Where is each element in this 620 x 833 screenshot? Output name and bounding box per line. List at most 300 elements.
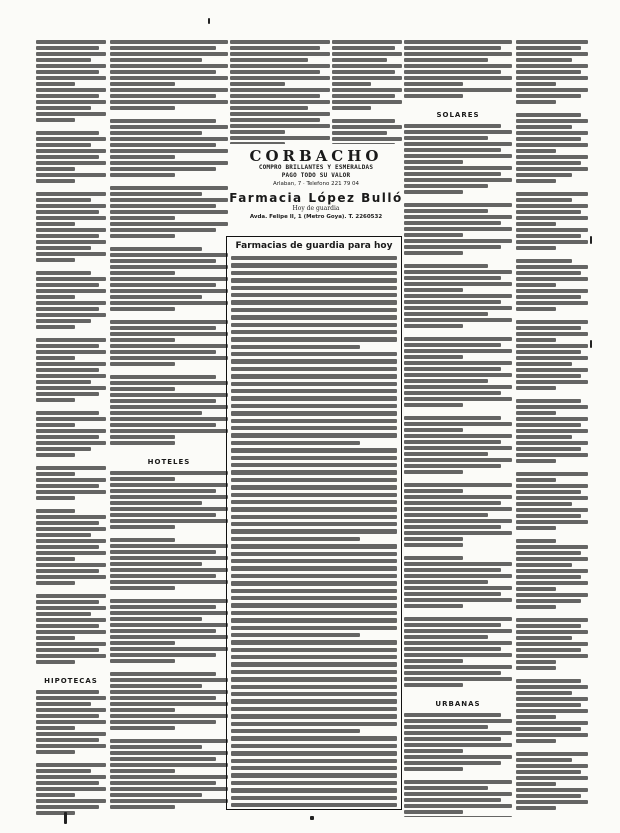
text-line bbox=[110, 198, 228, 202]
block-gap bbox=[516, 313, 588, 318]
text-line bbox=[404, 731, 512, 735]
text-line bbox=[404, 367, 501, 371]
text-line bbox=[36, 696, 106, 700]
text-line bbox=[404, 574, 512, 578]
text-line bbox=[36, 690, 99, 694]
text-line bbox=[36, 569, 99, 573]
text-line bbox=[516, 204, 588, 208]
text-line bbox=[36, 521, 99, 525]
pharmacy-line bbox=[231, 699, 397, 703]
text-line bbox=[404, 671, 501, 675]
text-line bbox=[230, 130, 285, 134]
text-line bbox=[230, 40, 330, 44]
text-line bbox=[110, 332, 228, 336]
text-line bbox=[516, 368, 588, 372]
text-line bbox=[110, 192, 202, 196]
pharmacy-line bbox=[231, 419, 397, 423]
text-line bbox=[230, 118, 320, 122]
block-gap bbox=[516, 611, 588, 616]
text-line bbox=[110, 672, 216, 676]
section-heading-hipotecas: HIPOTECAS bbox=[44, 677, 98, 685]
text-line bbox=[404, 397, 512, 401]
text-line bbox=[36, 143, 91, 147]
corbacho-subtitle-2: PAGO TODO SU VALOR bbox=[281, 172, 351, 179]
text-line bbox=[36, 228, 106, 232]
text-line bbox=[516, 399, 581, 403]
text-line bbox=[110, 641, 175, 645]
classified-lines bbox=[404, 40, 512, 817]
text-line bbox=[404, 737, 501, 741]
text-line bbox=[516, 167, 588, 171]
text-line bbox=[404, 483, 512, 487]
text-line bbox=[110, 222, 228, 226]
text-line bbox=[36, 70, 99, 74]
text-line bbox=[36, 222, 75, 226]
text-line bbox=[36, 441, 106, 445]
text-line bbox=[404, 64, 512, 68]
text-line bbox=[36, 301, 106, 305]
classified-lines bbox=[332, 40, 402, 144]
text-line bbox=[516, 502, 572, 506]
text-line bbox=[110, 562, 202, 566]
text-line bbox=[516, 240, 588, 244]
text-line bbox=[110, 88, 228, 92]
block-gap bbox=[404, 773, 512, 778]
text-line bbox=[516, 593, 588, 597]
text-line bbox=[110, 659, 175, 663]
text-line bbox=[516, 40, 588, 44]
text-line bbox=[516, 630, 588, 634]
text-line bbox=[516, 605, 556, 609]
text-line bbox=[404, 749, 463, 753]
text-line bbox=[404, 428, 463, 432]
text-line bbox=[516, 557, 588, 561]
text-line bbox=[404, 355, 463, 359]
text-line bbox=[516, 806, 556, 810]
text-line bbox=[110, 714, 228, 718]
text-line bbox=[516, 758, 572, 762]
text-line bbox=[110, 586, 175, 590]
text-line bbox=[332, 100, 402, 104]
pharmacy-line bbox=[231, 633, 360, 637]
pharmacy-line bbox=[231, 626, 397, 630]
text-line bbox=[404, 816, 512, 817]
text-line bbox=[36, 600, 99, 604]
text-line bbox=[404, 343, 501, 347]
text-line bbox=[110, 599, 228, 603]
text-line bbox=[516, 642, 588, 646]
text-line bbox=[404, 215, 512, 219]
block-gap bbox=[110, 592, 228, 597]
classified-lines bbox=[36, 40, 106, 817]
text-line bbox=[332, 88, 402, 92]
text-line bbox=[110, 489, 216, 493]
text-line bbox=[36, 606, 106, 610]
text-line bbox=[404, 617, 512, 621]
text-line bbox=[110, 550, 216, 554]
text-line bbox=[516, 764, 588, 768]
text-line bbox=[332, 58, 387, 62]
text-line bbox=[404, 306, 512, 310]
text-line bbox=[36, 702, 91, 706]
text-line bbox=[404, 513, 488, 517]
pharmacy-line bbox=[231, 396, 397, 400]
text-line bbox=[110, 46, 216, 50]
pharmacy-line bbox=[231, 263, 397, 267]
text-line bbox=[36, 283, 99, 287]
pharmacy-line bbox=[231, 722, 397, 726]
text-line bbox=[404, 446, 512, 450]
text-line bbox=[110, 696, 216, 700]
pharmacy-line bbox=[231, 337, 397, 341]
text-line bbox=[110, 64, 228, 68]
text-line bbox=[516, 216, 588, 220]
text-line bbox=[110, 234, 175, 238]
text-line bbox=[110, 519, 228, 523]
text-line bbox=[110, 161, 228, 165]
text-line bbox=[404, 70, 501, 74]
text-line bbox=[110, 362, 175, 366]
text-line bbox=[36, 594, 106, 598]
text-line bbox=[36, 179, 75, 183]
text-line bbox=[516, 131, 588, 135]
pharmacy-line bbox=[231, 803, 397, 807]
text-line bbox=[404, 361, 512, 365]
pharmacy-line bbox=[231, 751, 397, 755]
text-line bbox=[516, 782, 556, 786]
text-line bbox=[332, 46, 395, 50]
text-line bbox=[36, 167, 75, 171]
text-line bbox=[516, 654, 588, 658]
pharmacy-line bbox=[231, 382, 397, 386]
text-line bbox=[404, 804, 512, 808]
block-gap bbox=[110, 447, 228, 452]
classified-lines bbox=[516, 40, 588, 817]
text-line bbox=[36, 484, 99, 488]
text-line bbox=[36, 636, 75, 640]
text-line bbox=[110, 411, 202, 415]
pharmacy-line bbox=[231, 677, 397, 681]
text-line bbox=[36, 192, 106, 196]
text-line bbox=[36, 344, 99, 348]
text-line bbox=[110, 544, 228, 548]
text-line bbox=[404, 623, 501, 627]
text-line bbox=[516, 526, 556, 530]
pharmacy-line bbox=[231, 566, 397, 570]
text-line bbox=[110, 417, 228, 421]
text-line bbox=[36, 744, 106, 748]
text-line bbox=[110, 757, 216, 761]
text-line bbox=[516, 283, 556, 287]
text-line bbox=[36, 793, 75, 797]
text-line bbox=[230, 82, 285, 86]
block-gap bbox=[404, 330, 512, 335]
farmacia-advertisement bbox=[228, 191, 404, 229]
text-line bbox=[516, 58, 572, 62]
text-line bbox=[404, 531, 512, 535]
text-line bbox=[230, 112, 330, 116]
text-line bbox=[516, 478, 556, 482]
text-line bbox=[404, 46, 501, 50]
classified-column-5 bbox=[404, 40, 512, 817]
text-line bbox=[404, 221, 501, 225]
text-line bbox=[36, 362, 106, 366]
text-line bbox=[36, 533, 91, 537]
text-line bbox=[516, 569, 588, 573]
edge-mark bbox=[310, 816, 314, 820]
text-line bbox=[36, 252, 106, 256]
text-line bbox=[404, 227, 512, 231]
text-line bbox=[404, 385, 512, 389]
text-line bbox=[36, 551, 106, 555]
text-line bbox=[110, 155, 175, 159]
text-line bbox=[516, 338, 556, 342]
text-line bbox=[36, 805, 99, 809]
block-gap bbox=[516, 812, 588, 817]
text-line bbox=[516, 453, 588, 457]
text-line bbox=[332, 125, 402, 129]
classified-column-3 bbox=[230, 40, 330, 144]
text-line bbox=[36, 46, 99, 50]
edge-mark bbox=[590, 236, 592, 244]
text-line bbox=[110, 805, 175, 809]
text-line bbox=[36, 210, 99, 214]
text-line bbox=[516, 100, 556, 104]
text-line bbox=[516, 599, 581, 603]
pharmacy-line bbox=[231, 766, 397, 770]
text-line bbox=[110, 739, 228, 743]
text-line bbox=[516, 472, 588, 476]
section-heading-hoteles: HOTELES bbox=[147, 458, 191, 466]
text-line bbox=[404, 184, 488, 188]
pharmacy-line bbox=[231, 374, 397, 378]
pharmacy-line bbox=[231, 330, 397, 334]
text-line bbox=[404, 251, 463, 255]
text-line bbox=[36, 781, 99, 785]
text-line bbox=[404, 416, 501, 420]
text-line bbox=[110, 210, 228, 214]
pharmacy-line bbox=[231, 323, 397, 327]
text-line bbox=[110, 568, 228, 572]
text-line bbox=[404, 294, 512, 298]
text-line bbox=[36, 246, 91, 250]
pharmacy-line bbox=[231, 759, 397, 763]
text-line bbox=[404, 270, 512, 274]
text-line bbox=[110, 477, 175, 481]
block-gap bbox=[404, 100, 512, 105]
text-line bbox=[110, 283, 216, 287]
pharmacy-line bbox=[231, 796, 397, 800]
text-line bbox=[516, 721, 588, 725]
text-line bbox=[36, 527, 106, 531]
text-line bbox=[36, 94, 99, 98]
text-line bbox=[36, 374, 106, 378]
text-line bbox=[110, 307, 175, 311]
text-line bbox=[516, 539, 556, 543]
text-line bbox=[516, 161, 581, 165]
text-line bbox=[404, 209, 488, 213]
edge-mark bbox=[590, 340, 592, 348]
text-line bbox=[36, 319, 91, 323]
text-line bbox=[110, 678, 228, 682]
text-line bbox=[36, 277, 106, 281]
text-line bbox=[516, 551, 581, 555]
text-line bbox=[516, 733, 588, 737]
text-line bbox=[516, 563, 572, 567]
text-line bbox=[110, 429, 228, 433]
text-line bbox=[36, 325, 75, 329]
text-line bbox=[110, 653, 216, 657]
text-line bbox=[404, 166, 512, 170]
text-line bbox=[404, 798, 501, 802]
text-line bbox=[36, 350, 106, 354]
text-line bbox=[404, 88, 512, 92]
block-gap bbox=[36, 404, 106, 409]
text-line bbox=[110, 265, 228, 269]
text-line bbox=[404, 562, 512, 566]
pharmacy-line bbox=[231, 515, 397, 519]
text-line bbox=[516, 386, 556, 390]
block-gap bbox=[36, 756, 106, 761]
block-gap bbox=[36, 459, 106, 464]
block-gap bbox=[110, 368, 228, 373]
text-line bbox=[36, 216, 106, 220]
text-line bbox=[332, 143, 395, 144]
pharmacy-line bbox=[231, 574, 397, 578]
text-line bbox=[110, 769, 175, 773]
text-line bbox=[110, 538, 175, 542]
text-line bbox=[110, 775, 228, 779]
text-line bbox=[36, 612, 91, 616]
pharmacy-line bbox=[231, 293, 397, 297]
text-line bbox=[36, 295, 75, 299]
text-line bbox=[404, 172, 501, 176]
text-line bbox=[404, 780, 512, 784]
pharmacy-line bbox=[231, 359, 397, 363]
text-line bbox=[404, 239, 512, 243]
text-line bbox=[332, 137, 402, 141]
text-line bbox=[36, 575, 106, 579]
text-line bbox=[404, 349, 512, 353]
text-line bbox=[404, 525, 501, 529]
text-line bbox=[36, 356, 75, 360]
text-line bbox=[110, 271, 175, 275]
pharmacies-on-duty-title: Farmacias de guardia para hoy bbox=[235, 241, 393, 251]
pharmacy-line bbox=[231, 714, 397, 718]
text-line bbox=[36, 557, 75, 561]
text-line bbox=[110, 295, 202, 299]
text-line bbox=[36, 726, 75, 730]
block-gap bbox=[110, 665, 228, 670]
text-line bbox=[516, 70, 581, 74]
text-line bbox=[404, 755, 512, 759]
pharmacies-on-duty-list bbox=[231, 256, 397, 810]
block-gap bbox=[110, 313, 228, 318]
text-line bbox=[404, 82, 463, 86]
block-gap bbox=[404, 549, 512, 554]
text-line bbox=[110, 247, 202, 251]
text-line bbox=[36, 149, 106, 153]
pharmacy-line bbox=[231, 345, 360, 349]
pharmacy-line bbox=[231, 729, 360, 733]
text-line bbox=[110, 289, 228, 293]
text-line bbox=[516, 173, 572, 177]
text-line bbox=[404, 568, 501, 572]
text-line bbox=[516, 332, 588, 336]
text-line bbox=[36, 198, 91, 202]
text-line bbox=[516, 703, 581, 707]
block-gap bbox=[516, 745, 588, 750]
text-line bbox=[404, 725, 488, 729]
classified-lines bbox=[230, 40, 330, 144]
text-line bbox=[110, 441, 175, 445]
text-line bbox=[230, 64, 330, 68]
text-line bbox=[36, 624, 99, 628]
text-line bbox=[110, 186, 228, 190]
text-line bbox=[404, 94, 463, 98]
text-line bbox=[36, 82, 75, 86]
text-line bbox=[516, 417, 588, 421]
text-line bbox=[36, 642, 106, 646]
pharmacy-line bbox=[231, 544, 397, 548]
text-line bbox=[404, 318, 512, 322]
text-line bbox=[516, 636, 572, 640]
text-line bbox=[516, 46, 581, 50]
text-line bbox=[36, 234, 99, 238]
text-line bbox=[36, 112, 106, 116]
text-line bbox=[404, 713, 501, 717]
text-line bbox=[36, 307, 99, 311]
text-line bbox=[404, 403, 463, 407]
block-gap bbox=[36, 185, 106, 190]
text-line bbox=[110, 82, 175, 86]
text-line bbox=[404, 52, 512, 56]
text-line bbox=[36, 581, 75, 585]
text-line bbox=[516, 727, 581, 731]
corbacho-subtitle: COMPRO BRILLANTES Y ESMERALDAS bbox=[258, 164, 374, 171]
text-line bbox=[36, 118, 75, 122]
text-line bbox=[110, 204, 216, 208]
text-line bbox=[110, 40, 228, 44]
text-line bbox=[110, 393, 228, 397]
text-line bbox=[110, 684, 202, 688]
text-line bbox=[404, 537, 463, 541]
text-line bbox=[516, 137, 581, 141]
text-line bbox=[36, 64, 106, 68]
pharmacy-line bbox=[231, 707, 397, 711]
text-line bbox=[110, 52, 228, 56]
text-line bbox=[110, 647, 228, 651]
text-line bbox=[36, 787, 106, 791]
text-line bbox=[110, 690, 228, 694]
text-line bbox=[332, 52, 402, 56]
block-gap bbox=[110, 811, 228, 816]
text-line bbox=[110, 70, 216, 74]
text-line bbox=[516, 520, 588, 524]
text-line bbox=[36, 466, 106, 470]
text-line bbox=[110, 635, 228, 639]
text-line bbox=[516, 447, 581, 451]
block-gap bbox=[110, 531, 228, 536]
text-line bbox=[516, 618, 588, 622]
text-line bbox=[516, 179, 556, 183]
block-gap bbox=[404, 476, 512, 481]
text-line bbox=[230, 88, 330, 92]
pharmacy-line bbox=[231, 389, 397, 393]
text-line bbox=[110, 501, 202, 505]
pharmacy-line bbox=[231, 640, 397, 644]
text-line bbox=[516, 685, 588, 689]
